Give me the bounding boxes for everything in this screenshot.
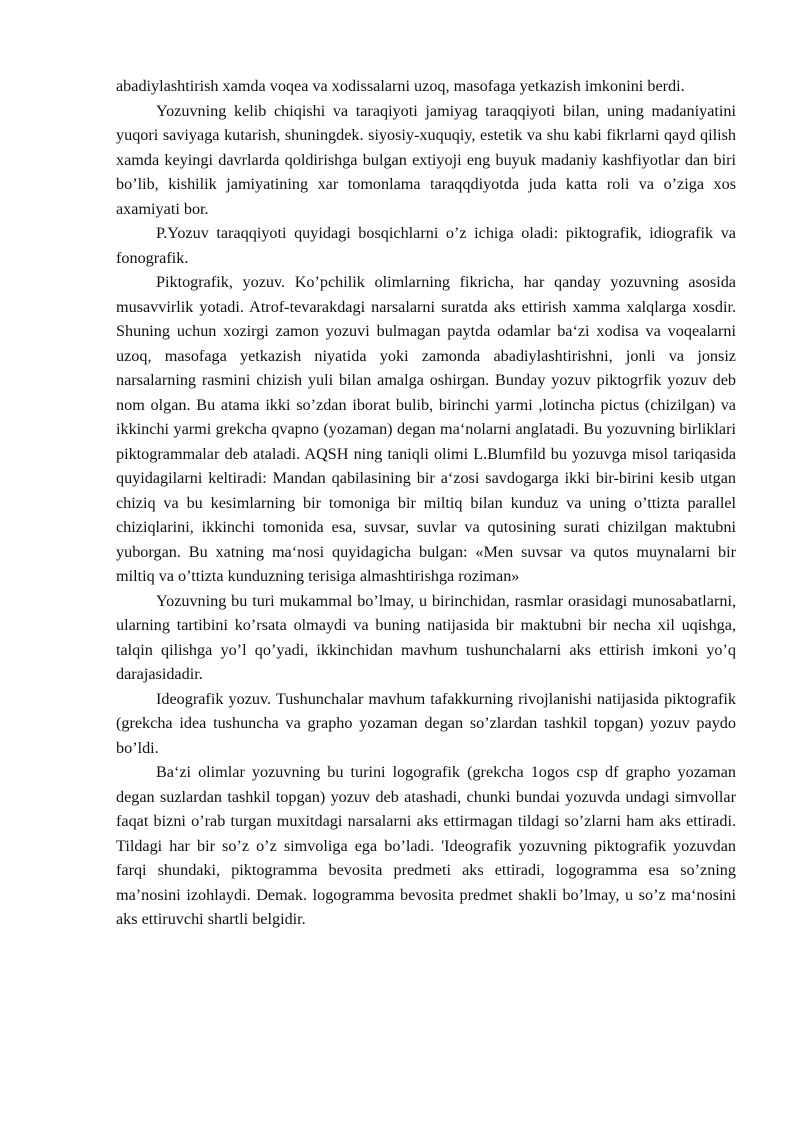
paragraph-pictographic-limits: Yozuvning bu turi mukammal bo’lmay, u birinchidan, rasmlar orasidagi munosabatlarni, ularning tartibini ko’rsata olmaydi va buning natijasida bir maktubni bir necha xil uqishga, talqin qilishga yo’l qo’yadi, ikkinchidan mavhum tushunchalarni aks ettirish imkoni yo’q darajasidadir. — [116, 591, 736, 683]
paragraph-logographic: Ba‘zi olimlar yozuvning bu turini logografik (grekcha 1ogos csp df grapho yozaman degan suzlardan tashkil topgan) yozuv deb atashadi, chunki bundai yozuvda undagi simvollar faqat bizni o’rab turgan muxitdagi narsalarni aks ettirmagan tildagi so’zlarni ham aks ettiradi. Tildagi har bir so’z o’z simvoliga ega bo’ladi. 'Ideografik yozuvning piktografik yozuvdan farqi shundaki, piktogramma bevosita predmeti aks ettiradi, logogramma esa so’zning ma’nosini izohlaydi. Demak. logogramma bevosita predmet shakli bo’lmay, u so’z ma‘nosini aks ettiruvchi shartli belgidir. — [116, 763, 736, 928]
paragraph-writing-origin: Yozuvning kelib chiqishi va taraqiyoti jamiyag taraqqiyoti bilan, uning madaniyatini yuqori saviyaga kutarish, shuningdek. siyosiy-xuquqiy, estetik va shu kabi fikrlarni qayd qilish xamda keyingi davrlarda qoldirishga bulgan extiyoji eng buyuk madaniy kashfiyotlar dan biri bo’lib, kishilik jamiyatining xar tomonlama taraqqdiyotda juda katta roli va o’ziga xos axamiyati bor. — [116, 101, 736, 218]
paragraph-continuation: abadiylashtirish xamda voqea va xodissalarni uzoq, masofaga yetkazish imkonini berdi. — [116, 77, 685, 95]
paragraph-writing-stages: P.Yozuv taraqqiyoti quyidagi bosqichlarni o’z ichiga oladi: piktografik, idiografik va fonografik. — [116, 224, 736, 267]
paragraph-pictographic: Piktografik, yozuv. Ko’pchilik olimlarning fikricha, har qanday yozuvning asosida musavvirlik yotadi. Atrof-tevarakdagi narsalarni suratda aks ettirish xamma xalqlarga xosdir. Shuning uchun xozirgi zamon yozuvi bulmagan paytda odamlar ba‘zi xodisa va voqealarni uzoq, masofaga yetkazish niyatida yoki zamonda abadiylashtirishni, jonli va jonsiz narsalarning rasmini chizish yuli bilan amalga oshirgan. Bunday yozuv piktogrfik yozuv deb nom olgan. Bu atama ikki so’zdan iborat bulib, birinchi yarmi ,lotincha pictus (chizilgan) va ikkinchi yarmi grekcha qvapno (yozaman) degan ma‘nolarni anglatadi. Bu yozuvning birliklari piktogrammalar deb ataladi. AQSH ning taniqli olimi L.Blumfild bu yozuvga misol tariqasida quyidagilarni keltiradi: Mandan qabilasining bir a‘zosi savdogarga ikki bir-birini kesib utgan chiziq va bu kesimlarning bir tomoniga bir miltiq bilan kunduz va uning o’ttizta parallel chiziqlarini, ikkinchi tomonida esa, suvsar, suvlar va qutosining surati chizilgan maktubni yuborgan. Bu xatning ma‘nosi quyidagicha bulgan: «Men suvsar va qutos muynalarni bir miltiq va o’ttizta kunduzning terisiga almashtirishga roziman» — [116, 273, 736, 585]
paragraph-ideographic: Ideografik yozuv. Tushunchalar mavhum tafakkurning rivojlanishi natijasida piktografik (grekcha idea tushuncha va grapho yozaman degan so’zlardan tashkil topgan) yozuv paydo bo’ldi. — [116, 689, 736, 757]
document-page — [116, 74, 736, 932]
